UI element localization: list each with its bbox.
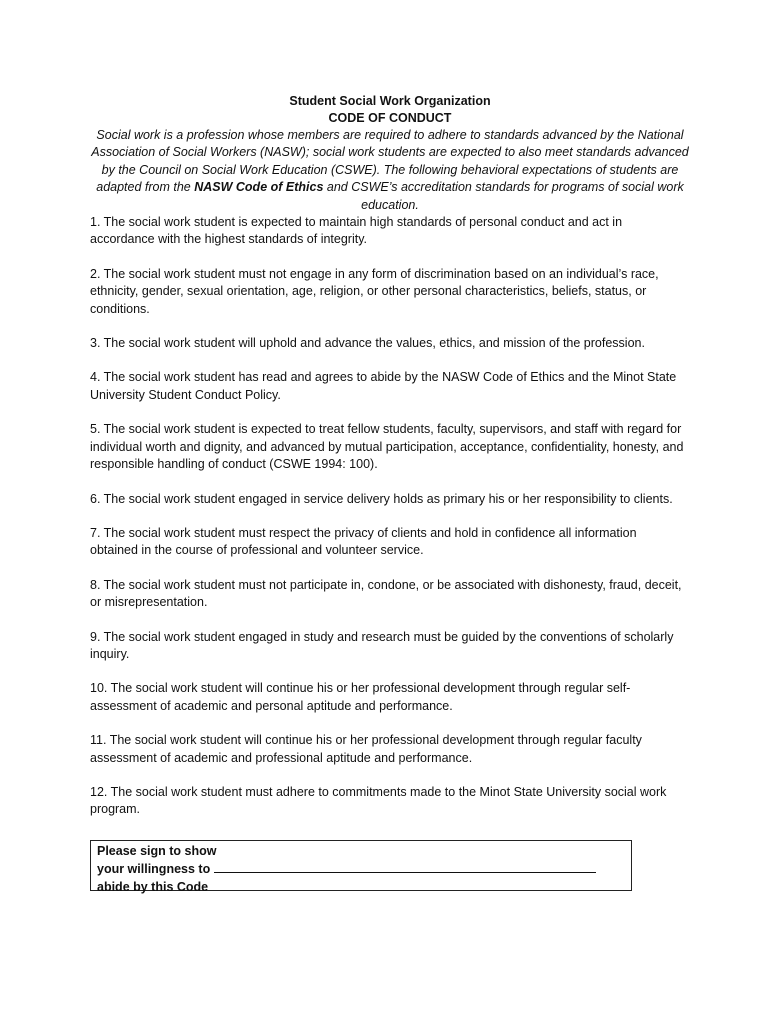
conduct-item-9: 9. The social work student engaged in study and research must be guided by the conventions of scholarly inquiry. bbox=[90, 629, 674, 661]
conduct-item-4: 4. The social work student has read and agrees to abide by the NASW Code of Ethics and the Minot State University Student Conduct Policy. bbox=[90, 370, 677, 402]
conduct-item-7: 7. The social work student must respect the privacy of clients and hold in confidence all information obtained in the course of professional and volunteer service. bbox=[90, 525, 637, 558]
signature-label-line3: abide by this Code bbox=[97, 879, 209, 894]
intro-text-part1: Social work is a profession whose members are required to adhere to standards advanced by the National Association of Social Workers (NASW); social work students are expected to also meet standards advanced by the Council on Social Work Education (CSWE). The following behavioral expectations of students are adapted from the bbox=[91, 128, 689, 195]
signature-box bbox=[90, 840, 632, 894]
intro-text-part2: and CSWE’s accreditation standards for programs of social work education. bbox=[323, 180, 684, 212]
intro-paragraph bbox=[86, 127, 694, 214]
document-page bbox=[90, 93, 690, 819]
signature-label-line1: Please sign to show bbox=[97, 844, 217, 858]
conduct-item-10: 10. The social work student will continue his or her professional development through regular self-assessment of academic and personal aptitude and performance. bbox=[90, 681, 631, 713]
conduct-item-12: 12. The social work student must adhere to commitments made to the Minot State University social work program. bbox=[90, 784, 667, 817]
conduct-item-5: 5. The social work student is expected to treat fellow students, faculty, supervisors, and staff with regard for individual worth and dignity, and advanced by mutual participation, acceptance, confidentiality, honesty, and responsible handling of conduct (CSWE 1994: 100). bbox=[90, 422, 684, 472]
document-subtitle: CODE OF CONDUCT bbox=[328, 111, 452, 125]
conduct-list bbox=[90, 214, 690, 819]
signature-label-line2-text: your willingness to bbox=[97, 862, 211, 877]
signature-field[interactable] bbox=[214, 860, 596, 873]
conduct-item-1: 1. The social work student is expected to maintain high standards of personal conduct and act in accordance with the highest standards of integrity. bbox=[90, 215, 623, 247]
conduct-item-11: 11. The social work student will continue his or her professional development through regular faculty assessment of academic and professional aptitude and performance. bbox=[90, 733, 642, 765]
conduct-item-3: 3. The social work student will uphold and advance the values, ethics, and mission of the profession. bbox=[90, 336, 645, 351]
conduct-item-2: 2. The social work student must not engage in any form of discrimination based on an individual’s race, ethnicity, gender, sexual orientation, age, religion, or other personal characteristics, beliefs, status, or conditions. bbox=[90, 266, 659, 316]
document-title: Student Social Work Organization bbox=[289, 94, 491, 108]
conduct-item-6: 6. The social work student engaged in service delivery holds as primary his or her responsibility to clients. bbox=[90, 491, 673, 506]
signature-label-line2 bbox=[97, 860, 631, 878]
conduct-item-8: 8. The social work student must not participate in, condone, or be associated with dishonesty, fraud, deceit, or misrepresentation. bbox=[90, 577, 682, 610]
intro-emphasis: NASW Code of Ethics bbox=[194, 180, 324, 195]
